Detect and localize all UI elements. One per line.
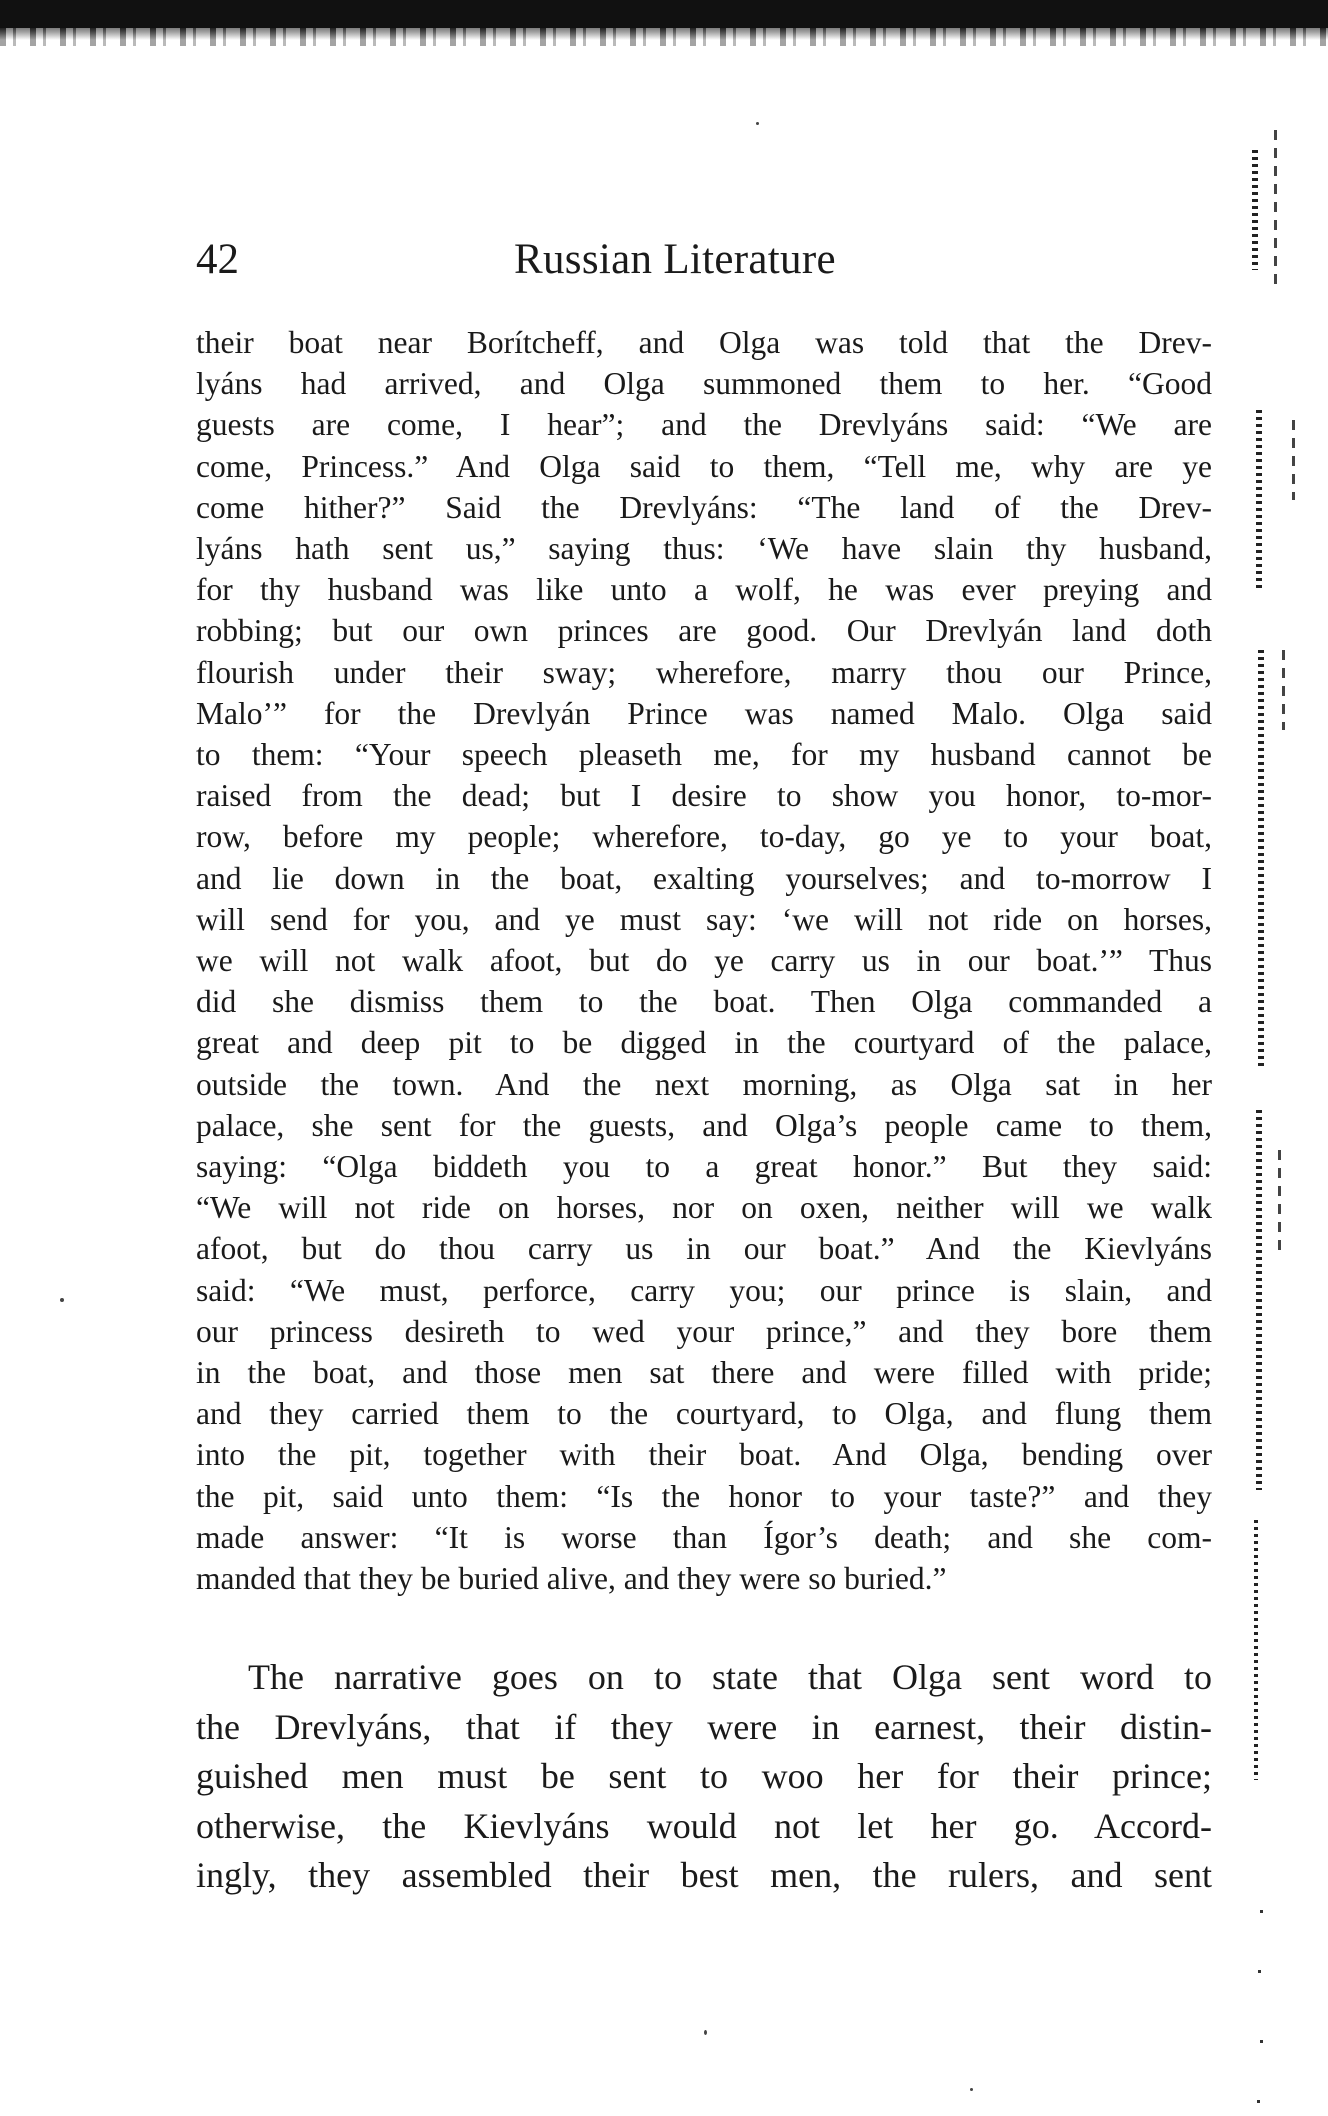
edge-mark bbox=[1252, 150, 1258, 270]
text-line: into the pit, together with their boat. And Olga, bending over bbox=[196, 1437, 1212, 1473]
text-line: Malo’” for the Drevlyán Prince was named Malo. Olga said bbox=[196, 695, 1212, 731]
edge-mark bbox=[1278, 1150, 1281, 1250]
text-line: will send for you, and ye must say: ‘we will not ride on horses, bbox=[196, 901, 1212, 937]
text-line: come hither?” Said the Drevlyáns: “The land of the Drev- bbox=[196, 489, 1212, 525]
text-line: afoot, but do thou carry us in our boat.” And the Kievlyáns bbox=[196, 1231, 1212, 1267]
edge-mark bbox=[1254, 1520, 1258, 1780]
text-line: for thy husband was like unto a wolf, he was ever preying and bbox=[196, 572, 1212, 608]
text-line: in the boat, and those men sat there and were filled with pride; bbox=[196, 1355, 1212, 1391]
edge-speck bbox=[1258, 1970, 1261, 1973]
edge-speck bbox=[1260, 2040, 1263, 2043]
text-line: lyáns hath sent us,” saying thus: ‘We have slain thy husband, bbox=[196, 531, 1212, 567]
text-line: manded that they be buried alive, and they were so buried.” bbox=[196, 1561, 947, 1597]
stray-mark bbox=[704, 2030, 707, 2035]
text-line: outside the town. And the next morning, as Olga sat in her bbox=[196, 1066, 1212, 1102]
text-line: did she dismiss them to the boat. Then Olga commanded a bbox=[196, 984, 1212, 1020]
edge-mark bbox=[1256, 410, 1262, 590]
text-line: said: “We must, perforce, carry you; our prince is slain, and bbox=[196, 1272, 1212, 1308]
text-line: the Drevlyáns, that if they were in earnest, their distin- bbox=[196, 1706, 1212, 1747]
text-line: ingly, they assembled their best men, the rulers, and sent bbox=[196, 1855, 1212, 1895]
quoted-passage bbox=[196, 322, 1212, 1599]
scan-top-fray bbox=[0, 28, 1328, 46]
scan-top-edge bbox=[0, 0, 1328, 40]
edge-mark bbox=[1292, 420, 1295, 500]
text-line: row, before my people; wherefore, to-day, go ye to your boat, bbox=[196, 819, 1212, 855]
text-line: and lie down in the boat, exalting yourselves; and to-morrow I bbox=[196, 860, 1212, 896]
text-line: our princess desireth to wed your prince,” and they bore them bbox=[196, 1313, 1212, 1349]
edge-mark bbox=[1256, 1110, 1262, 1490]
text-line: we will not walk afoot, but do ye carry us in our boat.’” Thus bbox=[196, 943, 1212, 979]
text-line: made answer: “It is worse than Ígor’s death; and she com- bbox=[196, 1519, 1212, 1555]
text-line: flourish under their sway; wherefore, marry thou our Prince, bbox=[196, 654, 1212, 690]
stray-mark bbox=[756, 122, 759, 125]
text-line: raised from the dead; but I desire to show you honor, to-mor- bbox=[196, 778, 1212, 814]
text-line: and they carried them to the courtyard, to Olga, and flung them bbox=[196, 1396, 1212, 1432]
text-line: “We will not ride on horses, nor on oxen, neither will we walk bbox=[196, 1190, 1212, 1226]
text-line: great and deep pit to be digged in the courtyard of the palace, bbox=[196, 1025, 1212, 1061]
text-line: palace, she sent for the guests, and Olga’s people came to them, bbox=[196, 1107, 1212, 1143]
edge-speck bbox=[1257, 2100, 1260, 2103]
page-header bbox=[196, 232, 1246, 292]
text-line: the pit, said unto them: “Is the honor to your taste?” and they bbox=[196, 1478, 1212, 1514]
text-line: come, Princess.” And Olga said to them, “Tell me, why are ye bbox=[196, 448, 1212, 484]
text-line: The narrative goes on to state that Olga sent word to bbox=[248, 1657, 1212, 1697]
text-line: to them: “Your speech pleaseth me, for my husband cannot be bbox=[196, 737, 1212, 773]
text-line: their boat near Borítcheff, and Olga was told that the Drev- bbox=[196, 325, 1212, 360]
narrative-paragraph bbox=[196, 1653, 1212, 1901]
text-line: otherwise, the Kievlyáns would not let her go. Accord- bbox=[196, 1805, 1212, 1846]
stray-mark bbox=[970, 2088, 973, 2091]
page-number: 42 bbox=[196, 236, 239, 283]
text-line: guished men must be sent to woo her for their prince; bbox=[196, 1756, 1212, 1796]
stray-mark bbox=[60, 1298, 64, 1302]
edge-speck bbox=[1260, 1910, 1263, 1913]
edge-mark bbox=[1274, 130, 1277, 290]
text-line: robbing; but our own princes are good. Our Drevlyán land doth bbox=[196, 613, 1212, 649]
text-line: saying: “Olga biddeth you to a great honor.” But they said: bbox=[196, 1149, 1212, 1185]
scan-right-edge bbox=[1252, 90, 1322, 2110]
edge-mark bbox=[1282, 650, 1285, 730]
edge-mark bbox=[1258, 650, 1264, 1070]
text-line: guests are come, I hear”; and the Drevlyáns said: “We are bbox=[196, 407, 1212, 443]
text-line: lyáns had arrived, and Olga summoned them to her. “Good bbox=[196, 366, 1212, 402]
running-title: Russian Literature bbox=[514, 236, 836, 283]
